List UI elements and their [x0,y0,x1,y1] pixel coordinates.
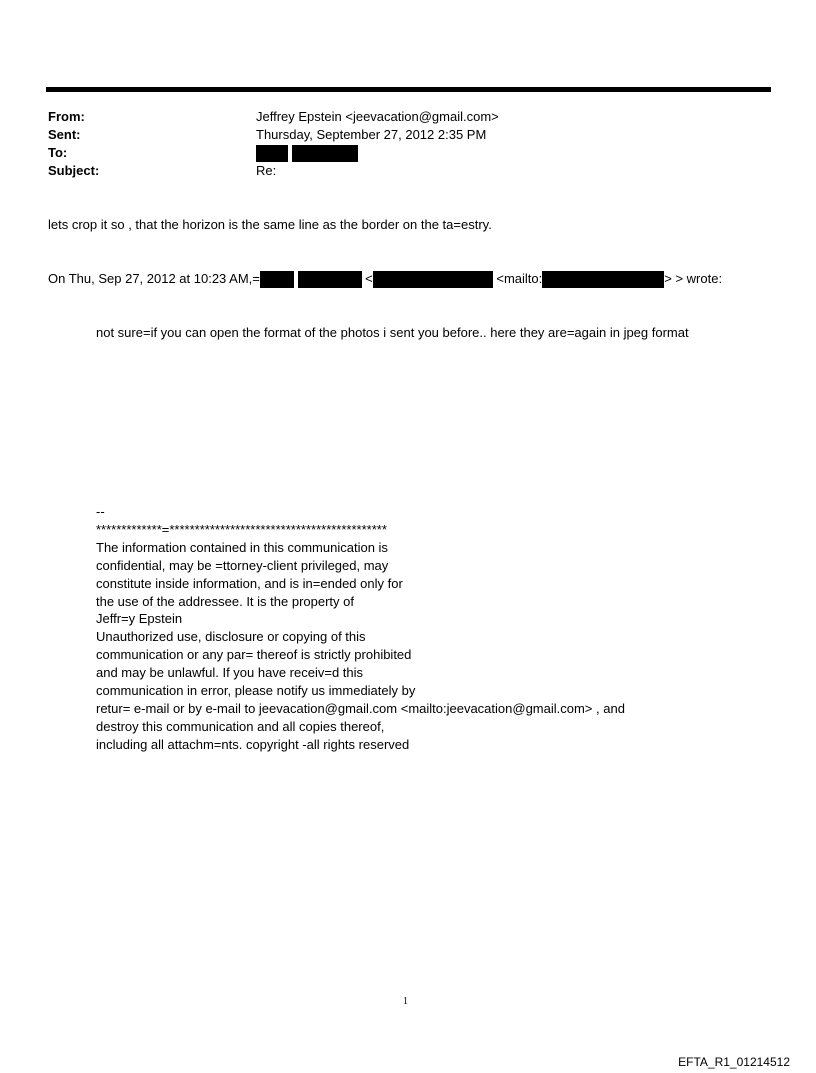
from-value: Jeffrey Epstein <jeevacation@gmail.com> [256,109,499,124]
signature-line: The information contained in this communication is [96,539,388,555]
quote-intro: On Thu, Sep 27, 2012 at 10:23 AM,= [48,271,260,286]
signature-line: *************=******************************************* [96,521,387,537]
signature-line: and may be unlawful. If you have receiv=d this [96,665,364,681]
subject-label: Subject: [48,163,100,178]
signature-line: confidential, may be =ttorney-client privileged, may [96,557,389,573]
header-rule [46,87,771,92]
signature-line: destroy this communication and all copies thereof, [96,718,385,734]
quoted-text: not sure=if you can open the format of the photos i sent you before.. here they are=again in jpeg format [96,325,689,340]
redaction-box [542,271,664,288]
redaction-box [298,271,362,288]
subject-value: Re: [256,163,277,178]
page-number: 1 [403,996,408,1007]
signature-line: communication or any par= thereof is strictly prohibited [96,647,412,663]
quote-lt: < [365,271,373,286]
document-id: EFTA_R1_01214512 [678,1055,790,1069]
signature-line: including all attachm=nts. copyright -all rights reserved [96,736,410,752]
signature-line: -- [96,504,105,519]
reply-text: lets crop it so , that the horizon is the same line as the border on the ta=estry. [48,217,492,232]
sent-value: Thursday, September 27, 2012 2:35 PM [256,127,487,142]
from-label: From: [48,109,85,124]
quote-mailto: <mailto: [496,271,543,286]
redaction-box [373,271,493,288]
to-value [256,144,358,162]
redaction-box [292,145,358,162]
signature-line: retur= e-mail or by e-mail to jeevacation@gmail.com <mailto:jeevacation@gmail.com> , and [96,700,625,716]
sent-label: Sent: [48,127,81,142]
signature-line: the use of the addressee. It is the property of [96,593,354,609]
signature-line: Jeffr=y Epstein [96,611,183,627]
redaction-box [260,271,294,288]
redaction-box [256,145,288,162]
signature-line: communication in error, please notify us immediately by [96,683,416,699]
quote-header [48,270,722,288]
signature-block [96,503,625,754]
to-label: To: [48,145,68,160]
signature-line: constitute inside information, and is in=ended only for [96,575,403,591]
signature-line: Unauthorized use, disclosure or copying of this [96,629,366,645]
quote-end: > > wrote: [664,271,723,286]
